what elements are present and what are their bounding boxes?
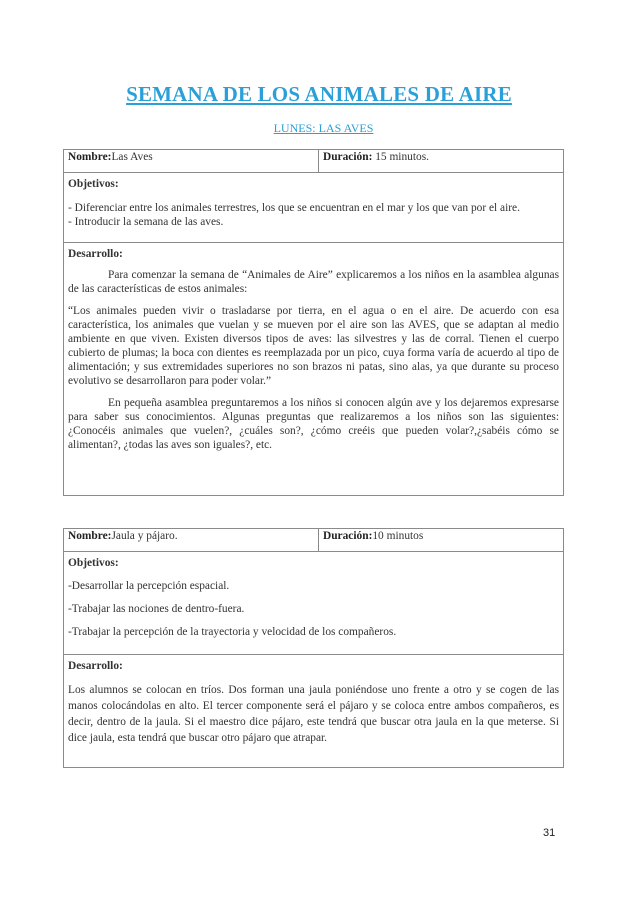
activity-table-las-aves <box>63 149 564 496</box>
duracion-label: Duración: <box>323 530 373 542</box>
duracion-cell <box>319 150 564 173</box>
desarrollo-cell <box>64 655 564 768</box>
nombre-cell <box>64 150 319 173</box>
day-subtitle: LUNES: LAS AVES <box>273 121 374 135</box>
nombre-label: Nombre: <box>68 530 112 542</box>
duracion-label: Duración: <box>323 151 373 163</box>
nombre-value: Jaula y pájaro. <box>111 530 178 542</box>
objetivos-label: Objetivos: <box>68 178 119 190</box>
objetivos-cell <box>64 552 564 655</box>
desarrollo-paragraph: “Los animales pueden vivir o trasladarse por tierra, en el agua o en el aire. De acuerdo con esa característica, los animales que vuelan y se mueven por el aire son las AVES, que se adaptan al medio ambiente en que viven. Existen diversos tipos de aves: las silvestres y las de corral. Tienen el cuerpo cubierto de plumas; la boca con dientes es reemplazada por un pico, cuya forma varía de acuerdo al tipo de alimentación; y sus extremidades superiores no son brazos ni patas, sino alas, ya que durante su proceso evolutivo se desarrollaron para poder volar.” <box>68 305 559 387</box>
objetivos-cell <box>64 173 564 243</box>
nombre-value: Las Aves <box>111 151 153 163</box>
page-title: SEMANA DE LOS ANIMALES DE AIRE <box>126 82 512 106</box>
duracion-cell <box>319 529 564 552</box>
objetivos-label: Objetivos: <box>68 557 119 569</box>
duracion-value: 15 minutos. <box>372 151 430 163</box>
activity-table-jaula-y-pajaro <box>63 528 564 768</box>
objetivo-item: - Introducir la semana de las aves. <box>68 216 224 228</box>
desarrollo-label: Desarrollo: <box>68 660 123 672</box>
objetivo-item: -Trabajar la percepción de la trayectoria y velocidad de los compañeros. <box>68 626 397 638</box>
page-number: 31 <box>543 827 556 839</box>
desarrollo-paragraph: Para comenzar la semana de “Animales de Aire” explicaremos a los niños en la asamblea algunas de las características de estos animales: <box>68 269 559 295</box>
desarrollo-cell <box>64 243 564 496</box>
objetivo-item: -Trabajar las nociones de dentro-fuera. <box>68 603 245 615</box>
nombre-label: Nombre: <box>68 151 112 163</box>
desarrollo-paragraph: Los alumnos se colocan en tríos. Dos forman una jaula poniéndose uno frente a otro y se cogen de las manos colocándolas en alto. El tercer componente será el pájaro y se coloca entre ambos compañeros, es decir, dentro de la jaula. Si el maestro dice pájaro, este tendrá que buscar otra jaula en la que meterse. Si dice jaula, esta tendrá que buscar otro pájaro que atrapar. <box>68 684 559 744</box>
desarrollo-label: Desarrollo: <box>68 248 123 260</box>
desarrollo-paragraph: En pequeña asamblea preguntaremos a los niños si conocen algún ave y los dejaremos expresarse para saber sus conocimientos. Algunas preguntas que realizaremos a los niños son las siguientes: ¿Conocéis animales que vuelen?, ¿cuáles son?, ¿cómo creéis que pueden volar?,¿sabéis cómo se alimentan?, ¿todas las aves son iguales?, etc. <box>68 397 559 451</box>
nombre-cell <box>64 529 319 552</box>
objetivo-item: -Desarrollar la percepción espacial. <box>68 580 230 592</box>
duracion-value: 10 minutos <box>372 530 424 542</box>
objetivo-item: - Diferenciar entre los animales terrestres, los que se encuentran en el mar y los que van por el aire. <box>68 202 520 214</box>
